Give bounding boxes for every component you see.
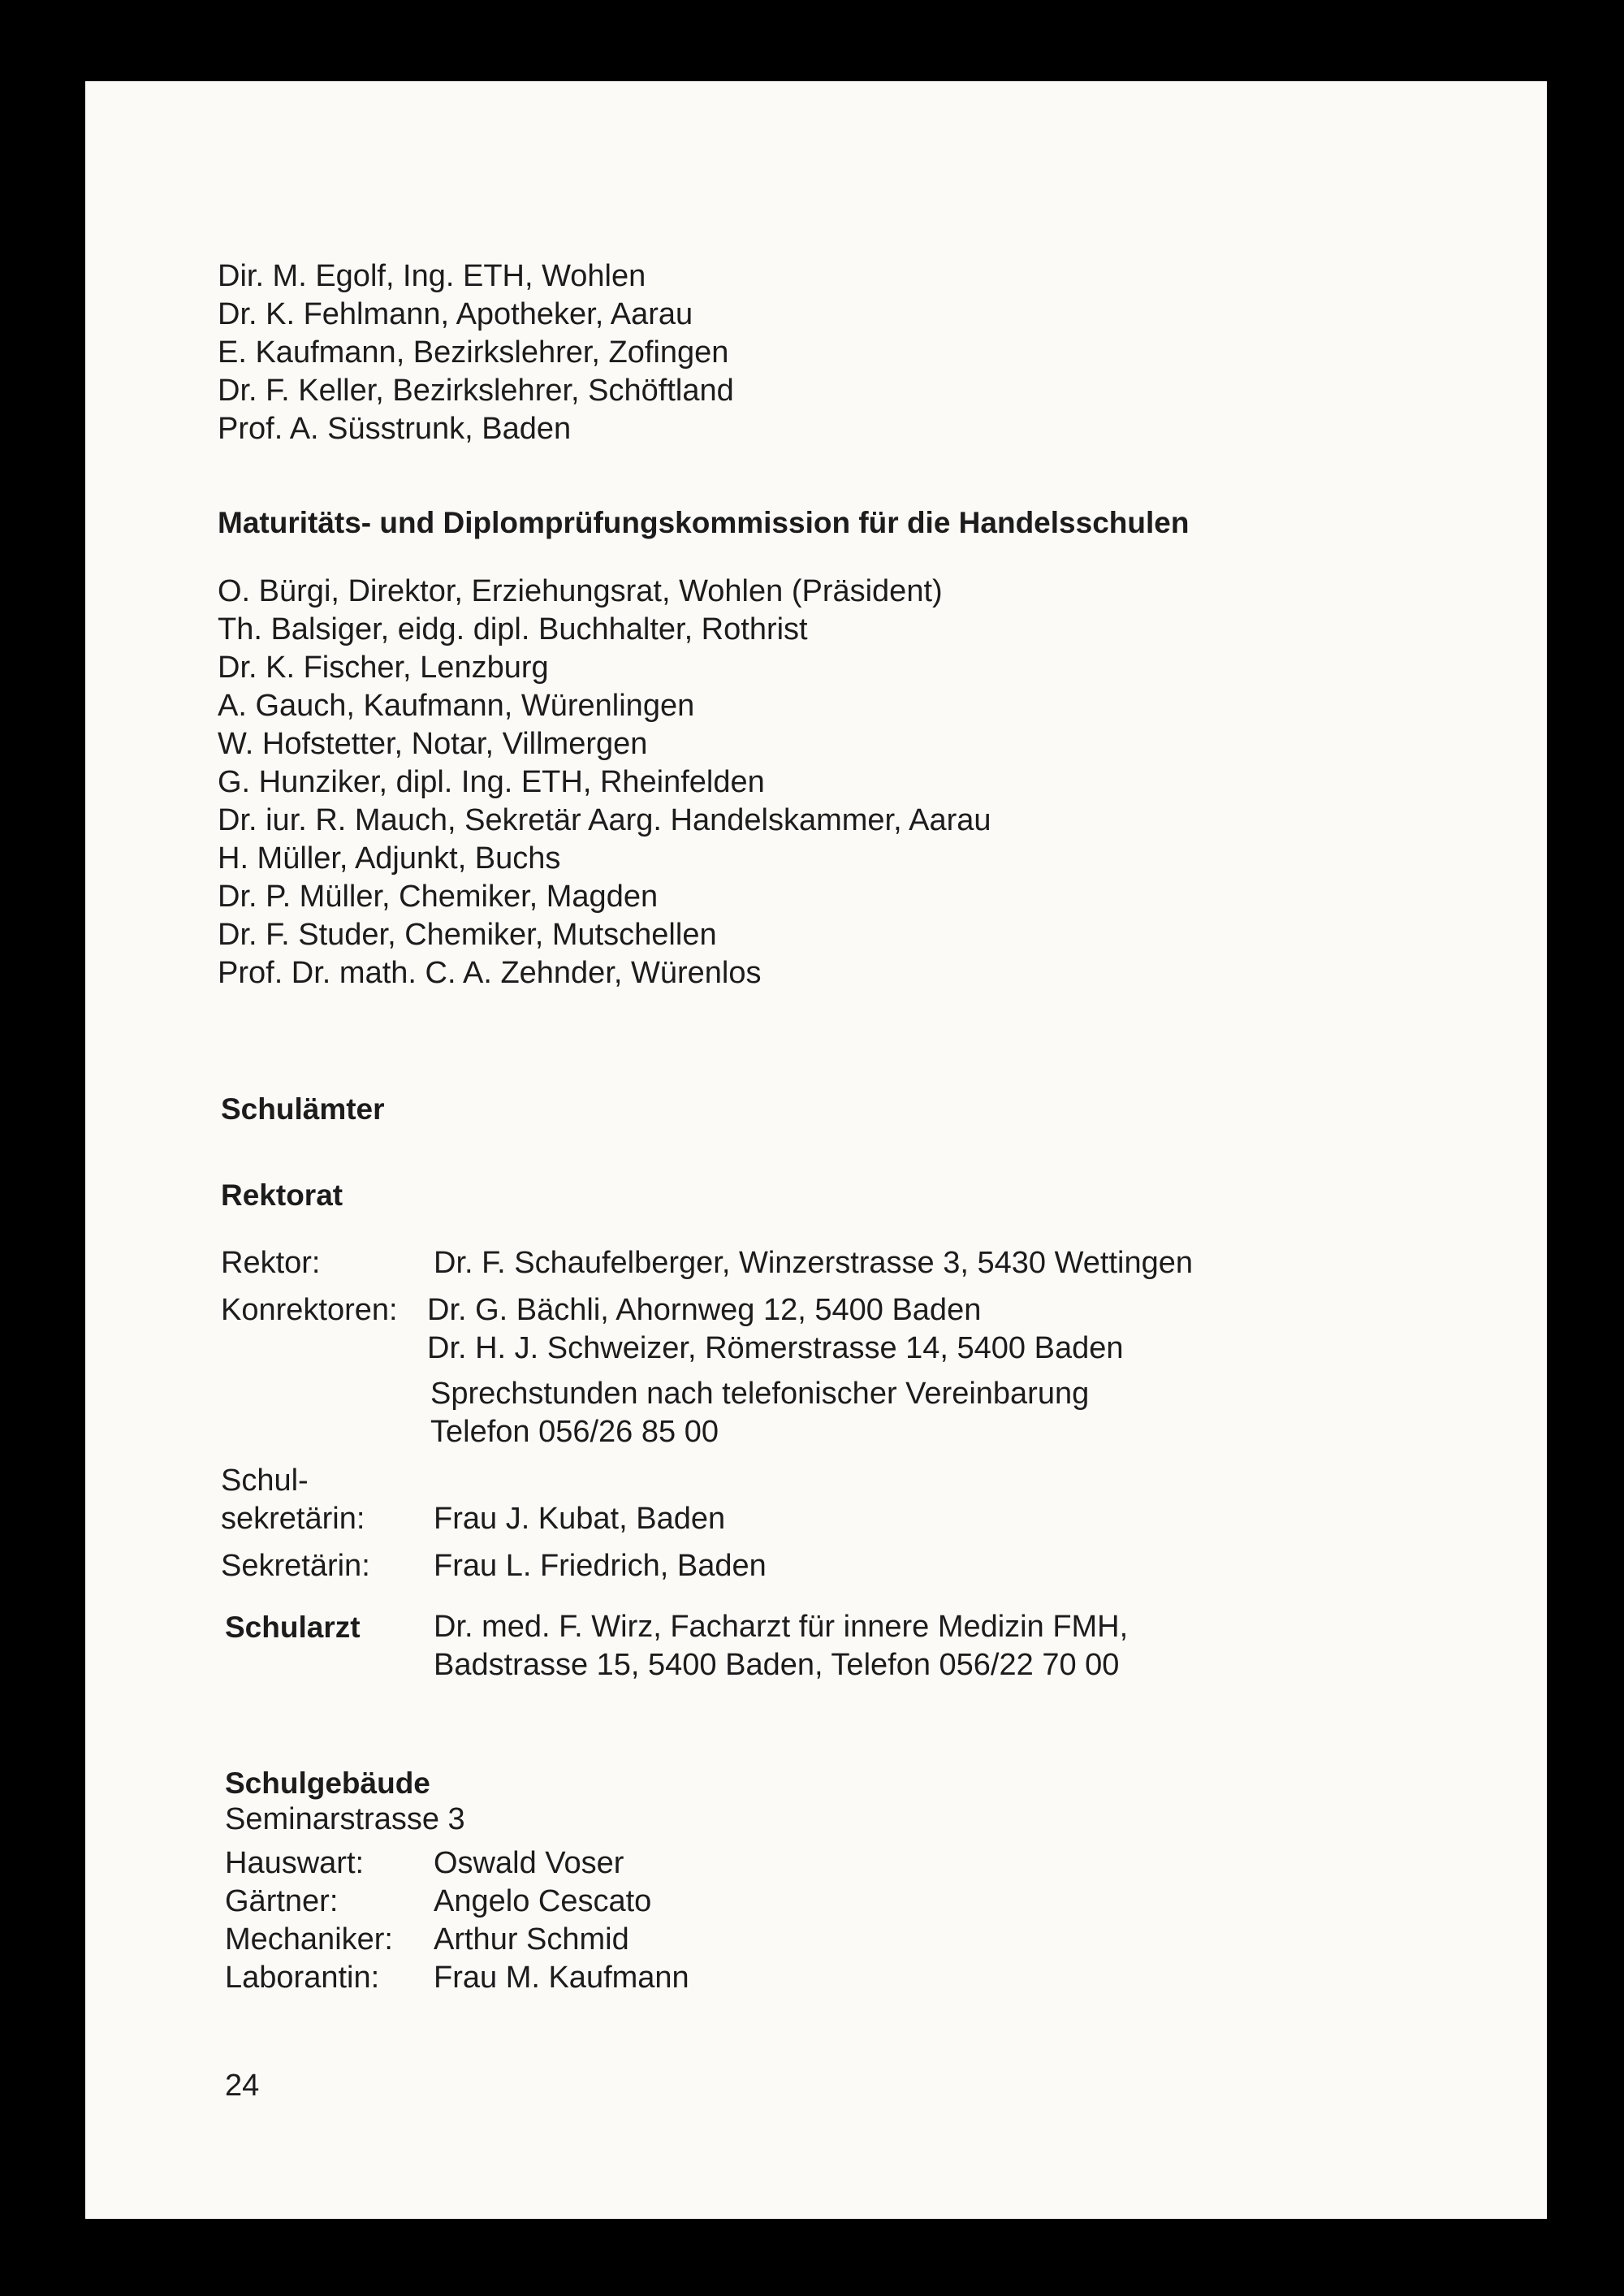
schulgebaeude-heading: Schulgebäude [225, 1766, 430, 1800]
staff-role: Laborantin: [225, 1961, 380, 1995]
list-item: O. Bürgi, Direktor, Erziehungsrat, Wohlen (Präsident) [218, 574, 943, 608]
sprechstunden-note: Sprechstunden nach telefonischer Vereinbarung [430, 1377, 1090, 1411]
list-item: Dr. K. Fischer, Lenzburg [218, 651, 549, 685]
list-item: H. Müller, Adjunkt, Buchs [218, 841, 561, 876]
staff-role: Gärtner: [225, 1884, 339, 1918]
sekretaerin-value: Frau L. Friedrich, Baden [434, 1549, 767, 1583]
list-item: W. Hofstetter, Notar, Villmergen [218, 727, 648, 761]
staff-name: Angelo Cescato [434, 1884, 652, 1918]
list-item: G. Hunziker, dipl. Ing. ETH, Rheinfelden [218, 765, 765, 799]
schulsekretaerin-value: Frau J. Kubat, Baden [434, 1502, 726, 1536]
staff-name: Frau M. Kaufmann [434, 1961, 689, 1995]
page-number: 24 [225, 2069, 260, 2103]
list-item: Dr. iur. R. Mauch, Sekretär Aarg. Handelskammer, Aarau [218, 803, 991, 837]
handelsschulen-heading: Maturitäts- und Diplomprüfungskommission für die Handelsschulen [218, 506, 1190, 539]
schulgebaeude-address: Seminarstrasse 3 [225, 1802, 465, 1836]
list-item: Dr. F. Keller, Bezirkslehrer, Schöftland [218, 374, 734, 408]
sekretaerin-label: Sekretärin: [221, 1549, 370, 1583]
schulsekretaerin-label-line1: Schul- [221, 1464, 309, 1498]
handelsschulen-member-list [218, 573, 991, 992]
schularzt-line1: Dr. med. F. Wirz, Facharzt für innere Medizin FMH, [434, 1610, 1129, 1644]
list-item: E. Kaufmann, Bezirkslehrer, Zofingen [218, 335, 729, 370]
konrektor-2: Dr. H. J. Schweizer, Römerstrasse 14, 5400 Baden [427, 1331, 1124, 1365]
list-item: Dr. K. Fehlmann, Apotheker, Aarau [218, 297, 693, 331]
staff-name: Arthur Schmid [434, 1922, 629, 1957]
schularzt-label: Schularzt [225, 1611, 361, 1644]
list-item: Prof. A. Süsstrunk, Baden [218, 412, 572, 446]
rektor-label: Rektor: [221, 1246, 321, 1280]
commission-member-list [218, 257, 734, 448]
schulaemter-heading: Schulämter [221, 1092, 385, 1126]
rektorat-heading: Rektorat [221, 1178, 343, 1212]
list-item: Dir. M. Egolf, Ing. ETH, Wohlen [218, 259, 646, 293]
list-item: Prof. Dr. math. C. A. Zehnder, Würenlos [218, 956, 762, 990]
staff-role: Hauswart: [225, 1846, 365, 1880]
list-item: Dr. P. Müller, Chemiker, Magden [218, 880, 659, 914]
staff-role: Mechaniker: [225, 1922, 393, 1957]
schulsekretaerin-label-line2: sekretärin: [221, 1502, 365, 1536]
rektor-value: Dr. F. Schaufelberger, Winzerstrasse 3, 5430 Wettingen [434, 1246, 1193, 1280]
list-item: Th. Balsiger, eidg. dipl. Buchhalter, Rothrist [218, 612, 808, 646]
telefon-rektorat: Telefon 056/26 85 00 [430, 1415, 719, 1449]
konrektor-1: Dr. G. Bächli, Ahornweg 12, 5400 Baden [427, 1293, 982, 1327]
konrektoren-label: Konrektoren: [221, 1293, 398, 1327]
list-item: A. Gauch, Kaufmann, Würenlingen [218, 689, 695, 723]
staff-name: Oswald Voser [434, 1846, 624, 1880]
schularzt-line2: Badstrasse 15, 5400 Baden, Telefon 056/22 70 00 [434, 1648, 1120, 1682]
document-page [85, 81, 1547, 2219]
list-item: Dr. F. Studer, Chemiker, Mutschellen [218, 918, 717, 952]
